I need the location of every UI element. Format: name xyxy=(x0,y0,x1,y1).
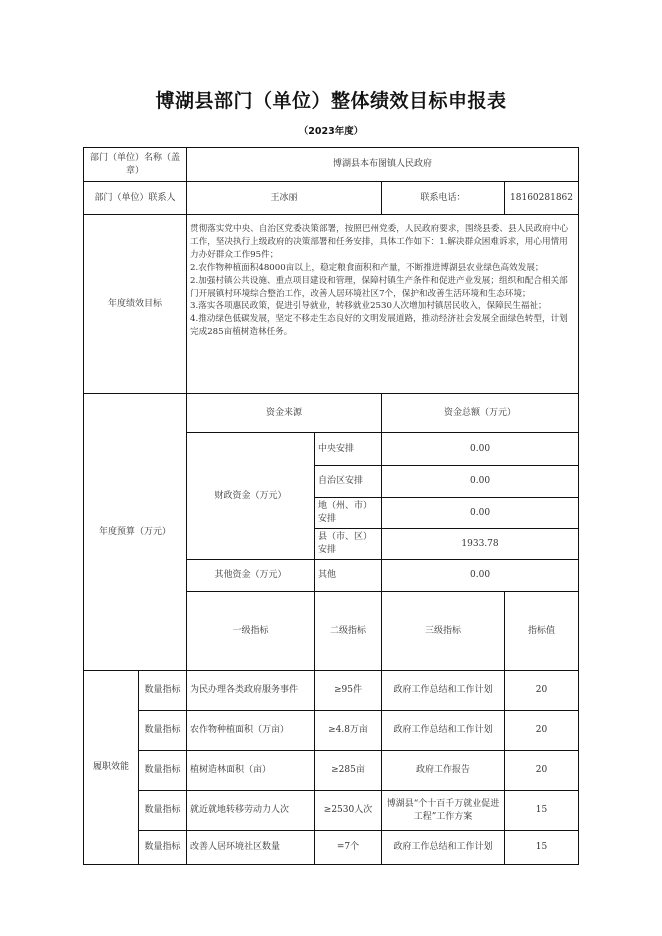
indicator-basis: 政府工作总结和工作计划 xyxy=(382,671,505,711)
level3-indicator: 改善人居环境社区数量 xyxy=(187,831,315,865)
indicator-basis: 政府工作总结和工作计划 xyxy=(382,831,505,865)
level2-indicator: 数量指标 xyxy=(139,751,187,791)
phone-label: 联系电话： xyxy=(382,182,505,215)
indicator-row xyxy=(84,711,579,751)
fund-amount: 0.00 xyxy=(382,433,579,466)
contact-label: 部门（单位）联系人 xyxy=(84,182,187,215)
level2-indicator: 数量指标 xyxy=(139,671,187,711)
dept-name-value: 博湖县本布图镇人民政府 xyxy=(187,148,579,182)
goal-line: 4.推动绿色低碳发展，坚定不移走生态良好的文明发展道路，推动经济社会发展全面绿色转型，计划完成285亩植树造林任务。 xyxy=(190,314,568,338)
contact-value: 王冰丽 xyxy=(187,182,382,215)
level3-indicator: 就近就地转移劳动力人次 xyxy=(187,791,315,831)
fund-amount: 0.00 xyxy=(382,560,579,592)
indicator-value: ≥285亩 xyxy=(315,751,382,791)
goal-line: 2.农作物种植面积48000亩以上，稳定粮食面积和产量，不断推进博湖县农业绿色高效发展； xyxy=(190,262,544,273)
other-fund-label: 其他资金（万元） xyxy=(187,560,315,592)
dept-name-row xyxy=(84,148,579,182)
indicator-value: =7个 xyxy=(315,831,382,865)
document-title: 博湖县部门（单位）整体绩效目标申报表 xyxy=(155,90,507,112)
indicator-weight: 20 xyxy=(505,711,579,751)
level2-indicator: 数量指标 xyxy=(139,791,187,831)
fund-source: 县（市、区）安排 xyxy=(315,529,382,560)
indicator-basis: 博湖县“个十百千万就业促进工程”工作方案 xyxy=(382,791,505,831)
goal-line: 3.落实各项惠民政策，促进引导就业，转移就业2530人次增加村镇居民收入，保障民生福祉； xyxy=(190,301,547,312)
budget-label: 年度预算（万元） xyxy=(84,394,187,671)
level2-indicator: 数量指标 xyxy=(139,831,187,865)
fund-source: 其他 xyxy=(315,560,382,592)
goals-label: 年度绩效目标 xyxy=(84,215,187,394)
indicator-weight: 15 xyxy=(505,791,579,831)
dept-name-label: 部门（单位）名称（盖章） xyxy=(84,148,187,182)
budget-header-row xyxy=(84,394,579,433)
indicator-basis: 政府工作报告 xyxy=(382,751,505,791)
fund-amount: 0.00 xyxy=(382,466,579,498)
column-header: 指标值 xyxy=(505,592,579,671)
fund-source-header: 资金来源 xyxy=(187,394,382,433)
fund-amount-header: 资金总额（万元） xyxy=(382,394,579,433)
column-header: 三级指标 xyxy=(382,592,505,671)
performance-target-table xyxy=(83,147,579,865)
indicator-weight: 20 xyxy=(505,751,579,791)
fiscal-fund-label: 财政资金（万元） xyxy=(187,433,315,560)
indicator-value: ≥2530人次 xyxy=(315,791,382,831)
fund-amount: 1933.78 xyxy=(382,529,579,560)
indicator-row xyxy=(84,751,579,791)
indicator-weight: 15 xyxy=(505,831,579,865)
goal-line: 贯彻落实党中央、自治区党委决策部署，按照巴州党委，人民政府要求，围绕县委、县人民政府中心工作，坚决执行上级政府的决策部署和任务安排，具体工作如下：1.解决群众困难诉求，用心用情用力办好群众工作95件； xyxy=(190,224,569,260)
column-header: 二级指标 xyxy=(315,592,382,671)
level3-indicator: 植树造林面积（亩） xyxy=(187,751,315,791)
fund-source: 地（州、市）安排 xyxy=(315,498,382,529)
indicator-row xyxy=(84,671,579,711)
fund-amount: 0.00 xyxy=(382,498,579,529)
column-header: 一级指标 xyxy=(187,592,315,671)
indicator-row xyxy=(84,831,579,865)
document-year: （2023年度） xyxy=(298,126,364,137)
fund-source: 中央安排 xyxy=(315,433,382,466)
indicator-row xyxy=(84,791,579,831)
contact-row xyxy=(84,182,579,215)
level2-indicator: 数量指标 xyxy=(139,711,187,751)
phone-value: 18160281862 xyxy=(505,182,579,215)
goal-line: 2.加强村镇公共设施、重点项目建设和管理，保障村镇生产条件和促进产业发展；组织和配合相关部门开展镇村环境综合整治工作，改善人居环境社区7个，保护和改善生活环境和生态环境； xyxy=(190,275,568,299)
level3-indicator: 为民办理各类政府服务事件 xyxy=(187,671,315,711)
goals-text xyxy=(187,215,579,394)
fund-source: 自治区安排 xyxy=(315,466,382,498)
indicator-basis: 政府工作总结和工作计划 xyxy=(382,711,505,751)
level1-indicator: 履职效能 xyxy=(84,671,139,865)
goals-row xyxy=(84,215,579,394)
indicator-weight: 20 xyxy=(505,671,579,711)
indicator-value: ≥95件 xyxy=(315,671,382,711)
level3-indicator: 农作物种植面积（万亩） xyxy=(187,711,315,751)
indicator-value: ≥4.8万亩 xyxy=(315,711,382,751)
